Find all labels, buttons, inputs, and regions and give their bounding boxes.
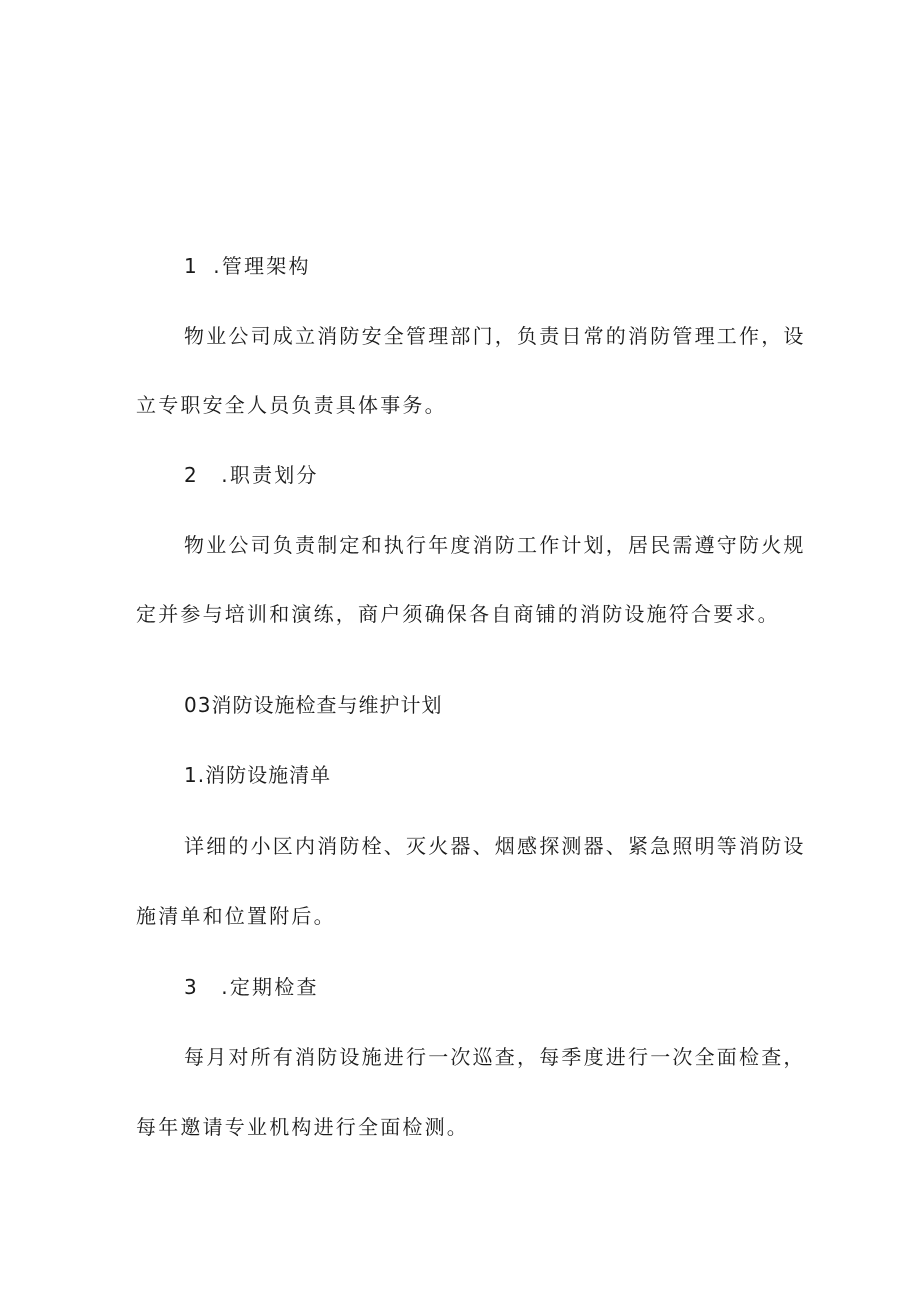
heading-text: .职责划分 [221, 463, 319, 487]
heading-text: .定期检查 [221, 975, 319, 999]
heading-text: .管理架构 [213, 254, 311, 278]
paragraph-line: 每年邀请专业机构进行全面检测。 [136, 1115, 469, 1139]
paragraph-line: 每月对所有消防设施进行一次巡查，每季度进行一次全面检查， [184, 1045, 806, 1069]
paragraph-line: 物业公司成立消防安全管理部门，负责日常的消防管理工作，设 [184, 324, 806, 348]
paragraph-line: 详细的小区内消防栓、灭火器、烟感探测器、紧急照明等消防设 [184, 834, 806, 858]
paragraph-line: 立专职安全人员负责具体事务。 [136, 393, 447, 417]
paragraph-line: 物业公司负责制定和执行年度消防工作计划，居民需遵守防火规 [184, 533, 806, 557]
paragraph-line: 施清单和位置附后。 [136, 904, 336, 928]
section-heading-fire-facilities: 03消防设施检查与维护计划 [184, 693, 443, 717]
heading-responsibility-division [184, 462, 319, 488]
heading-management-structure [184, 253, 311, 279]
subheading-facility-list: 1.消防设施清单 [184, 763, 332, 787]
heading-regular-inspection [184, 974, 319, 1000]
heading-number: 1 [184, 254, 197, 278]
heading-number: 2 [184, 463, 197, 487]
paragraph-line: 定并参与培训和演练，商户须确保各自商铺的消防设施符合要求。 [136, 602, 780, 626]
heading-number: 3 [184, 975, 197, 999]
